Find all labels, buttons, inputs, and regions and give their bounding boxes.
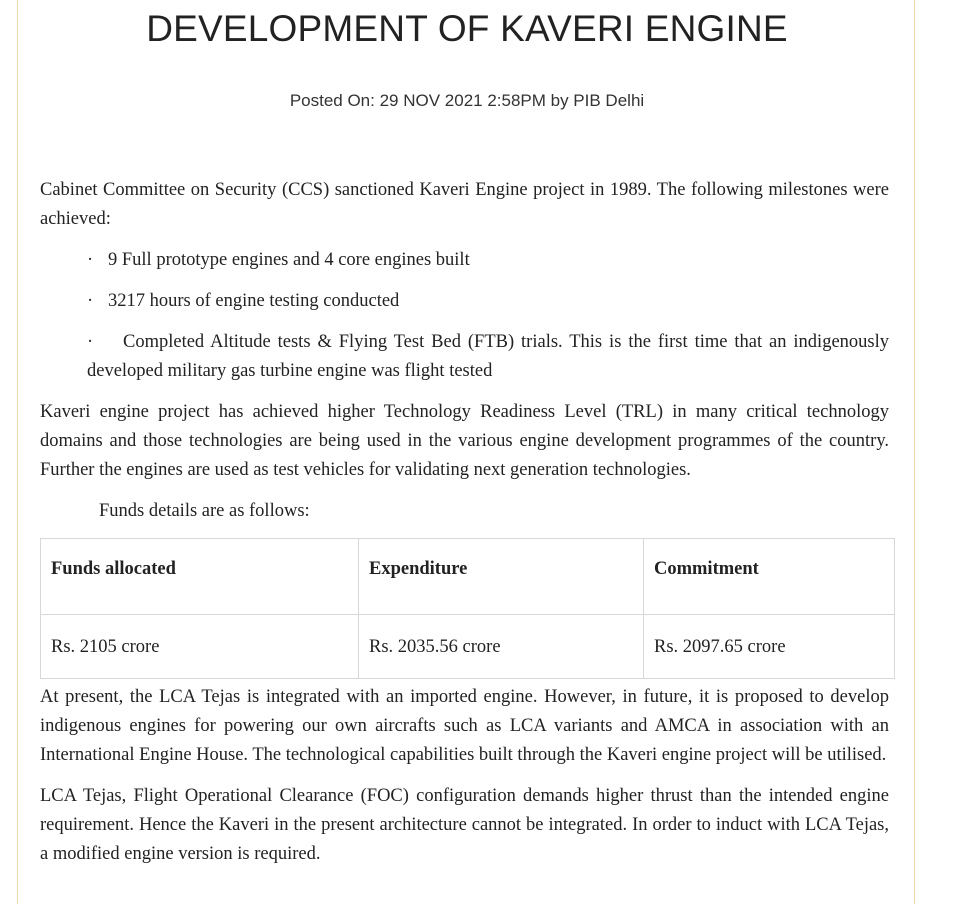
header-funds-allocated: Funds allocated <box>41 539 359 615</box>
cell-funds-allocated: Rs. 2105 crore <box>41 615 359 679</box>
trl-paragraph: Kaveri engine project has achieved higher Technology Readiness Level (TRL) in many critical technology domains and those technologies are being used in the various engine development programmes of the country. Further the engines are used as test vehicles for validating next generation technologies. <box>40 402 889 480</box>
milestone-item <box>87 246 889 275</box>
tejas-paragraph: At present, the LCA Tejas is integrated with an imported engine. However, in future, it is proposed to develop indigenous engines for powering our own aircrafts such as LCA variants and AMCA in association with an International Engine House. The technological capabilities built through the Kaveri engine project will be utilised. <box>40 687 889 765</box>
funds-intro: Funds details are as follows: <box>99 501 310 521</box>
milestone-item <box>87 287 889 316</box>
header-commitment: Commitment <box>644 539 895 615</box>
header-expenditure: Expenditure <box>359 539 644 615</box>
milestone-text: 9 Full prototype engines and 4 core engines built <box>108 250 470 270</box>
milestone-text: 3217 hours of engine testing conducted <box>108 291 400 311</box>
milestone-text: Completed Altitude tests & Flying Test Bed (FTB) trials. This is the first time that an indigenously developed military gas turbine engine was flight tested <box>87 332 889 381</box>
bullet-marker: · <box>87 332 94 352</box>
page-title: DEVELOPMENT OF KAVERI ENGINE <box>146 8 788 49</box>
table-header-row <box>41 539 895 615</box>
bullet-marker: · <box>87 250 94 270</box>
posted-date: Posted On: 29 NOV 2021 2:58PM by PIB Delhi <box>289 91 645 110</box>
foc-paragraph: LCA Tejas, Flight Operational Clearance (FOC) configuration demands higher thrust than the intended engine requirement. Hence the Kaveri in the present architecture cannot be integrated. In order to induct with LCA Tejas, a modified engine version is required. <box>40 786 889 864</box>
table-row <box>41 615 895 679</box>
milestone-item <box>87 328 889 386</box>
intro-paragraph: Cabinet Committee on Security (CCS) sanctioned Kaveri Engine project in 1989. The following milestones were achieved: <box>40 180 889 229</box>
bullet-marker: · <box>87 291 94 311</box>
cell-commitment: Rs. 2097.65 crore <box>644 615 895 679</box>
article-body <box>40 176 889 881</box>
funds-table <box>40 538 895 679</box>
cell-expenditure: Rs. 2035.56 crore <box>359 615 644 679</box>
